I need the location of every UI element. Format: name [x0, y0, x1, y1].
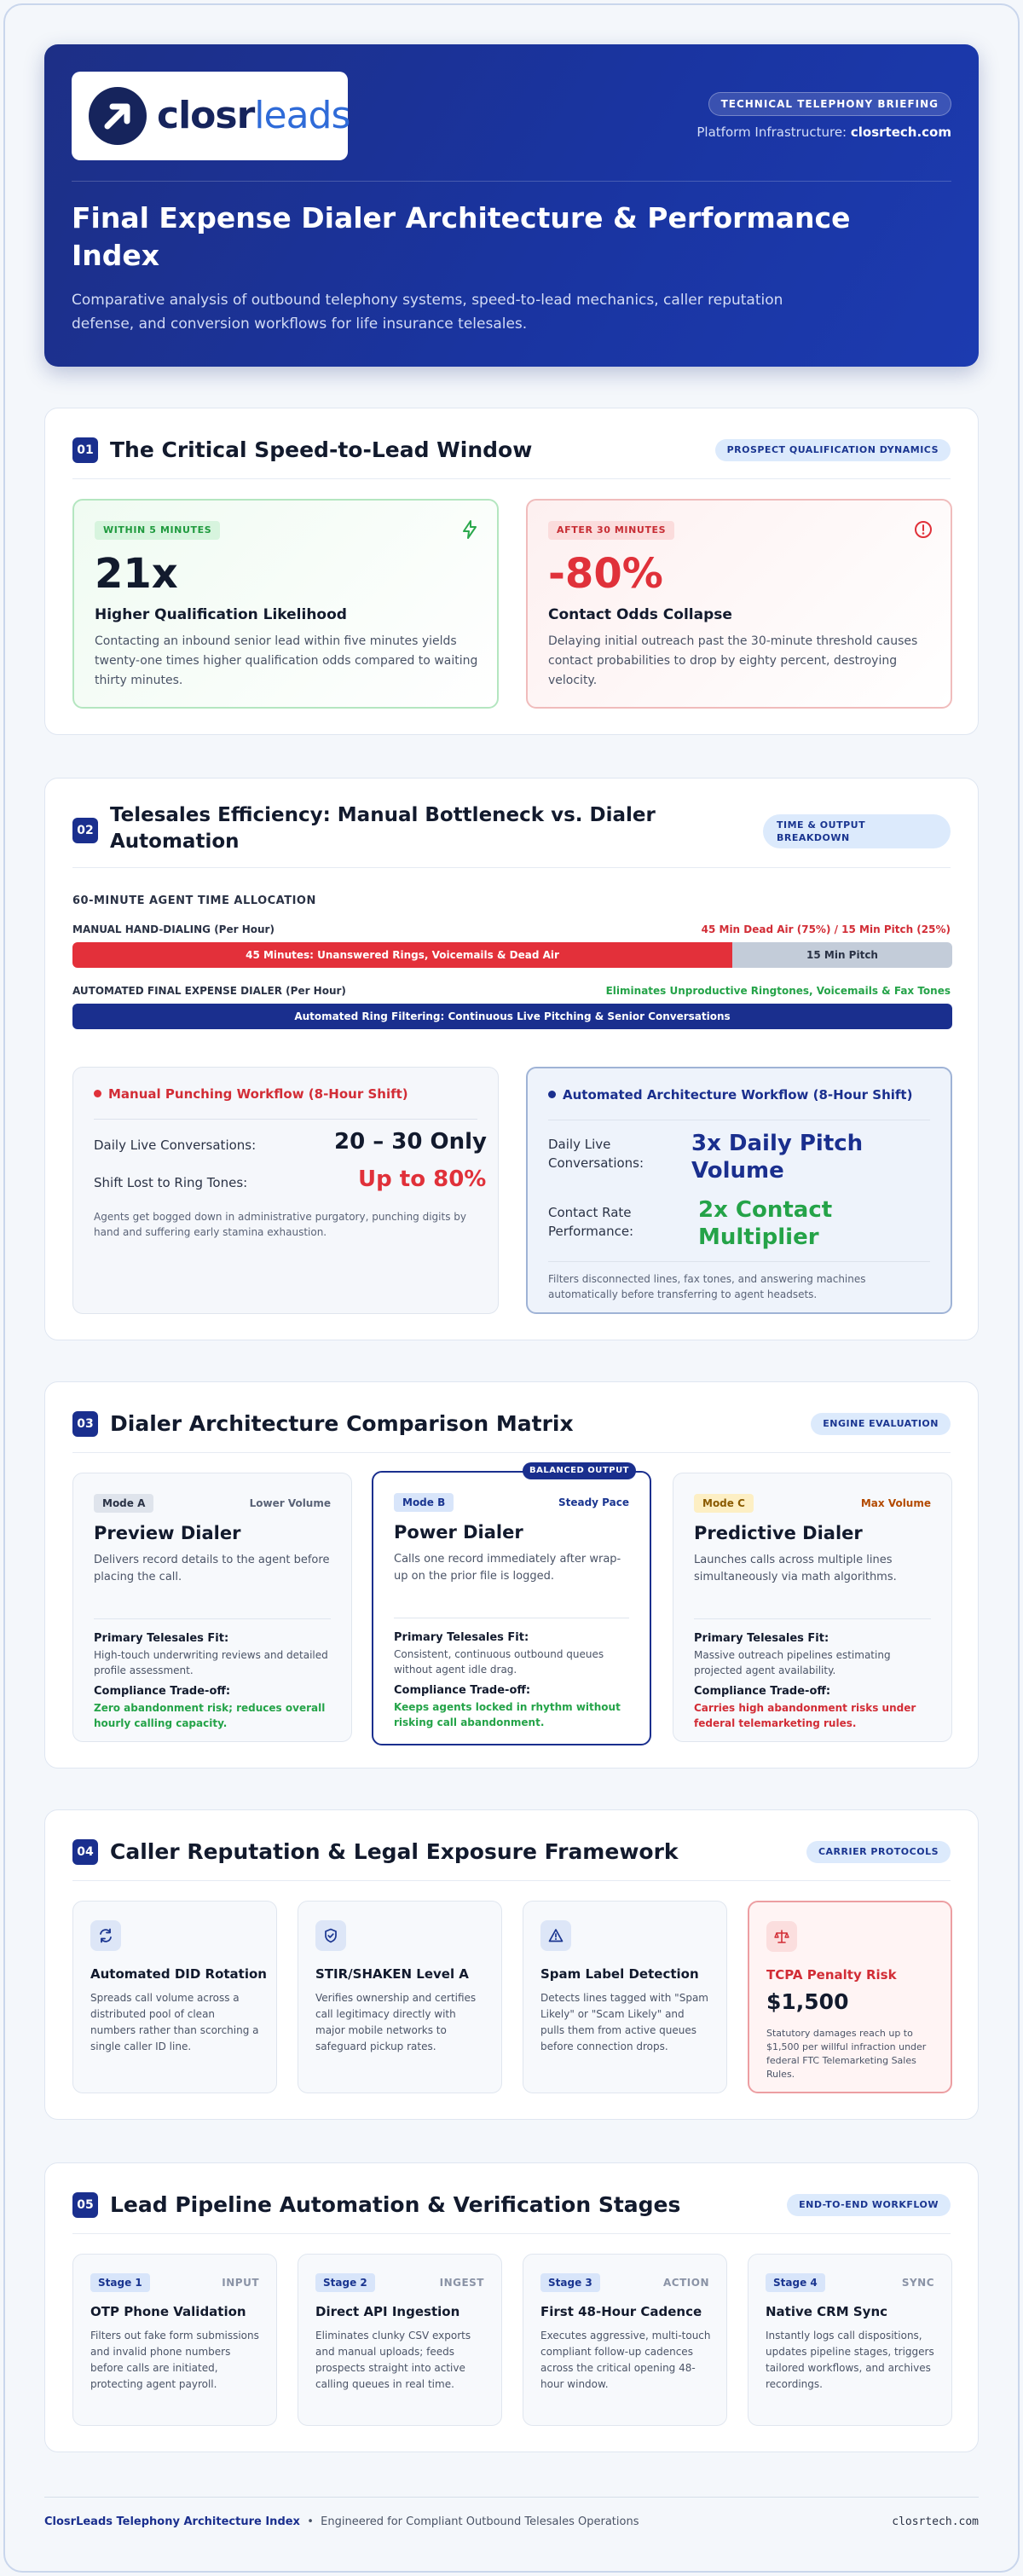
stage-name: First 48-Hour Cadence [540, 2304, 702, 2319]
shield-check-icon [315, 1920, 346, 1951]
stage-tag: Stage 2 [315, 2273, 375, 2292]
platform-line: Platform Infrastructure: closrtech.com [696, 124, 951, 140]
logo-wordmark: closrleads [157, 94, 350, 137]
metric-value: 2x Contact Multiplier [698, 1197, 833, 1250]
mode-tag: Mode C [694, 1494, 754, 1513]
stage-type: SYNC [901, 2277, 934, 2289]
stage-description: Eliminates clunky CSV exports and manual uploads; feeds prospects straight into active calling queues in real time. [315, 2330, 471, 2390]
penalty-amount: $1,500 [766, 1989, 849, 2014]
stat-description: Delaying initial outreach past the 30-minute threshold causes contact probabilities to drop by eighty percent, destroying velocity. [548, 634, 918, 687]
mode-card-predictive[interactable] [673, 1473, 952, 1742]
auto-row-note: Eliminates Unproductive Ringtones, Voicemails & Fax Tones [605, 985, 951, 997]
tradeoff-label: Compliance Trade-off: [394, 1684, 531, 1697]
section-pill: TIME & OUTPUT BREAKDOWN [763, 814, 951, 848]
mode-name: Power Dialer [394, 1522, 523, 1543]
footer-separator: • [307, 2515, 314, 2528]
mode-volume: Steady Pace [558, 1496, 629, 1508]
section-dialer-matrix [44, 1381, 979, 1768]
section-pill: END-TO-END WORKFLOW [787, 2194, 951, 2216]
mode-name: Predictive Dialer [694, 1523, 863, 1543]
stat-card-within-5-min [72, 499, 499, 709]
live-pitching-segment: Automated Ring Filtering: Continuous Live Pitching & Senior Conversations [72, 1004, 952, 1029]
metric-label: Shift Lost to Ring Tones: [94, 1175, 248, 1190]
section-number: 04 [72, 1839, 98, 1865]
footer-brand: ClosrLeads Telephony Architecture Index [44, 2515, 300, 2528]
mode-tag: Mode A [94, 1494, 153, 1513]
stat-description: Contacting an inbound senior lead within five minutes yields twenty-one times higher qualification odds compared to waiting thirty minutes. [95, 634, 478, 687]
footer-link[interactable]: closrtech.com [892, 2515, 979, 2528]
section-number: 05 [72, 2192, 98, 2218]
automated-workflow-card [526, 1067, 952, 1314]
page-title: Final Expense Dialer Architecture & Performance Index [72, 201, 851, 272]
stat-heading: Contact Odds Collapse [548, 606, 732, 623]
section-title: Telesales Efficiency: Manual Bottleneck vs. Dialer Automation [110, 804, 656, 853]
section-lead-pipeline [44, 2162, 979, 2452]
stat-value: 21x [95, 550, 178, 598]
alert-circle-icon [913, 519, 933, 540]
stage-tag: Stage 4 [766, 2273, 825, 2292]
stat-value: -80% [548, 550, 663, 598]
allocation-label: 60-MINUTE AGENT TIME ALLOCATION [72, 894, 316, 907]
section-number: 03 [72, 1411, 98, 1437]
tradeoff-value: Zero abandonment risk; reduces overall hourly calling capacity. [94, 1702, 326, 1729]
tradeoff-label: Compliance Trade-off: [694, 1685, 831, 1698]
tile-description: Spreads call volume across a distributed pool of clean numbers rather than scorching a single caller ID line. [90, 1992, 259, 2052]
mode-tag: Mode B [394, 1493, 454, 1512]
mode-divider [94, 1618, 331, 1619]
stage-card-1 [72, 2254, 277, 2426]
tradeoff-label: Compliance Trade-off: [94, 1685, 231, 1698]
section-title: The Critical Speed-to-Lead Window [110, 437, 533, 462]
stage-tag: Stage 3 [540, 2273, 600, 2292]
balanced-output-badge: BALANCED OUTPUT [523, 1462, 636, 1479]
mode-description: Launches calls across multiple lines simultaneously via math algorithms. [694, 1554, 897, 1583]
stage-card-3 [523, 2254, 727, 2426]
metric-value: 20 – 30 Only [334, 1129, 487, 1155]
mode-volume: Lower Volume [249, 1497, 331, 1509]
fit-value: Massive outreach pipelines estimating projected agent availability. [694, 1649, 891, 1676]
scales-icon [766, 1921, 797, 1952]
section-pill: CARRIER PROTOCOLS [806, 1841, 951, 1863]
section-number: 02 [72, 818, 98, 843]
section-divider [72, 1880, 951, 1881]
section-pill: PROSPECT QUALIFICATION DYNAMICS [715, 439, 951, 461]
stat-tag: WITHIN 5 MINUTES [95, 521, 220, 540]
stage-name: Direct API Ingestion [315, 2304, 460, 2319]
section-title: Lead Pipeline Automation & Verification Stages [110, 2192, 681, 2217]
mode-volume: Max Volume [860, 1497, 931, 1509]
mode-divider [694, 1618, 931, 1619]
stage-description: Executes aggressive, multi-touch compliant follow-up cadences across the critical opening 48-hour window. [540, 2330, 711, 2390]
section-speed-to-lead [44, 408, 979, 735]
fit-label: Primary Telesales Fit: [94, 1632, 229, 1645]
warning-icon [540, 1920, 571, 1951]
dead-air-segment: 45 Minutes: Unanswered Rings, Voicemails & Dead Air [72, 942, 732, 968]
section-title: Dialer Architecture Comparison Matrix [110, 1411, 574, 1436]
workflow-note: Agents get bogged down in administrative purgatory, punching digits by hand and suffering early stamina exhaustion. [94, 1211, 466, 1238]
mode-description: Delivers record details to the agent before placing the call. [94, 1554, 330, 1583]
section-title: Caller Reputation & Legal Exposure Framework [110, 1839, 679, 1864]
section-divider [72, 867, 951, 868]
fit-label: Primary Telesales Fit: [694, 1632, 829, 1645]
tile-description: Verifies ownership and certifies call legitimacy directly with major mobile networks to safeguard pickup rates. [315, 1992, 477, 2052]
tile-description: Detects lines tagged with "Spam Likely" or "Scam Likely" and pulls them from active queues before connection drops. [540, 1992, 708, 2052]
lightning-icon [459, 519, 480, 540]
footer-left [44, 2515, 639, 2528]
mode-description: Calls one record immediately after wrap-up on the prior file is logged. [394, 1553, 621, 1583]
platform-link[interactable]: closrtech.com [850, 124, 951, 140]
manual-row-label: MANUAL HAND-DIALING (Per Hour) [72, 923, 275, 935]
stage-type: ACTION [663, 2277, 709, 2289]
fit-value: High-touch underwriting reviews and detailed profile assessment. [94, 1649, 328, 1676]
tile-title: Automated DID Rotation [90, 1966, 267, 1982]
auto-row-label: AUTOMATED FINAL EXPENSE DIALER (Per Hour) [72, 985, 346, 997]
auto-time-bar [72, 1004, 952, 1029]
stage-card-2 [298, 2254, 502, 2426]
section-pill: ENGINE EVALUATION [811, 1413, 951, 1435]
tile-did-rotation [72, 1901, 277, 2093]
tile-title: Spam Label Detection [540, 1966, 699, 1982]
metric-value: Up to 80% [358, 1166, 487, 1192]
tile-title: TCPA Penalty Risk [766, 1967, 897, 1983]
manual-time-bar [72, 942, 952, 968]
dot-icon [94, 1090, 101, 1097]
footer-tagline: Engineered for Compliant Outbound Telesales Operations [321, 2515, 639, 2528]
stat-tag: AFTER 30 MINUTES [548, 521, 674, 540]
workflow-divider [94, 1119, 477, 1120]
tile-spam-detection [523, 1901, 727, 2093]
workflow-title: Automated Architecture Workflow (8-Hour Shift) [548, 1087, 912, 1103]
tradeoff-value: Carries high abandonment risks under federal telemarketing rules. [694, 1702, 916, 1729]
manual-row-note: 45 Min Dead Air (75%) / 15 Min Pitch (25%) [701, 923, 951, 935]
tile-stir-shaken [298, 1901, 502, 2093]
section-caller-reputation [44, 1809, 979, 2120]
stage-type: INPUT [222, 2277, 259, 2289]
tile-title: STIR/SHAKEN Level A [315, 1966, 469, 1982]
mode-card-preview[interactable] [72, 1473, 352, 1742]
hero-header [44, 44, 979, 367]
fit-value: Consistent, continuous outbound queues without agent idle drag. [394, 1648, 604, 1676]
tradeoff-value: Keeps agents locked in rhythm without risking call abandonment. [394, 1701, 621, 1728]
logo[interactable] [72, 72, 348, 160]
section-number: 01 [72, 437, 98, 463]
fit-label: Primary Telesales Fit: [394, 1631, 529, 1644]
stat-heading: Higher Qualification Likelihood [95, 606, 347, 623]
metric-label: Contact Rate Performance: [548, 1205, 634, 1239]
stage-card-4 [748, 2254, 952, 2426]
page-subtitle: Comparative analysis of outbound telephony systems, speed-to-lead mechanics, caller reputation defense, and conversion workflows for life insurance telesales. [72, 292, 783, 333]
hero-divider [72, 181, 951, 182]
workflow-note: Filters disconnected lines, fax tones, and answering machines automatically before transferring to agent headsets. [548, 1273, 866, 1300]
dot-icon [548, 1091, 556, 1098]
section-divider [72, 2233, 951, 2234]
tile-tcpa-risk [748, 1901, 952, 2093]
section-divider [72, 1452, 951, 1453]
stat-card-after-30-min [526, 499, 952, 709]
mode-card-power[interactable] [372, 1471, 651, 1745]
workflow-divider [548, 1261, 930, 1262]
stage-name: Native CRM Sync [766, 2304, 888, 2319]
metric-label: Daily Live Conversations: [94, 1137, 257, 1153]
refresh-icon [90, 1920, 121, 1951]
mode-name: Preview Dialer [94, 1523, 241, 1543]
arrow-up-right-icon [89, 87, 147, 145]
stage-description: Filters out fake form submissions and invalid phone numbers before calls are initiated, protecting agent payroll. [90, 2330, 259, 2390]
stage-tag: Stage 1 [90, 2273, 150, 2292]
metric-value: 3x Daily Pitch Volume [691, 1131, 864, 1184]
stage-name: OTP Phone Validation [90, 2304, 246, 2319]
footer-divider [44, 2497, 979, 2498]
stage-type: INGEST [439, 2277, 484, 2289]
metric-label: Daily Live Conversations: [548, 1137, 644, 1171]
briefing-badge: TECHNICAL TELEPHONY BRIEFING [708, 92, 951, 116]
manual-workflow-card [72, 1067, 499, 1314]
workflow-title: Manual Punching Workflow (8-Hour Shift) [94, 1086, 408, 1102]
stage-description: Instantly logs call dispositions, updates pipeline stages, triggers tailored workflows, and archives recordings. [766, 2330, 934, 2390]
pitch-segment: 15 Min Pitch [732, 942, 952, 968]
section-telesales-efficiency [44, 778, 979, 1340]
section-divider [72, 478, 951, 479]
tile-description: Statutory damages reach up to $1,500 per willful infraction under federal FTC Telemarketing Sales Rules. [766, 2028, 927, 2080]
